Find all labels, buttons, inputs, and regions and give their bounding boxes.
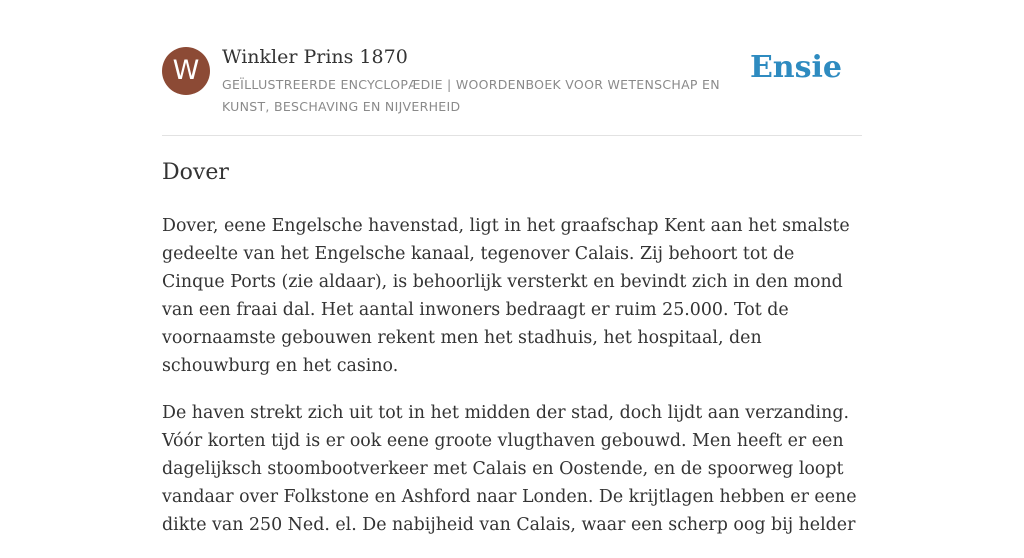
article-paragraph: De haven strekt zich uit tot in het midden der stad, doch lijdt aan verzanding. Vóór korten tijd is er ook eene groote vlugthaven gebouwd. Men heeft er een dagelijksch stoombootverkeer met Calais en Oostende, en de spoorweg loopt vandaar over Folkstone en Ashford naar Londen. De krijtlagen hebben er eene dikte van 250 Ned. el. De nabijheid van Calais, waar een scherp oog bij helder (162, 403, 857, 535)
ensie-logo[interactable]: Ensie (749, 50, 842, 85)
source-header (162, 44, 862, 120)
article-title: Dover (162, 160, 229, 185)
source-avatar[interactable]: W (162, 47, 210, 95)
header-divider (162, 135, 862, 136)
article-paragraph: Dover, eene Engelsche havenstad, ligt in het graafschap Kent aan het smalste gedeelte van het Engelsche kanaal, tegenover Calais. Zij behoort tot de Cinque Ports (zie aldaar), is behoorlijk versterkt en bevindt zich in den mond van een fraai dal. Het aantal inwoners bedraagt er ruim 25.000. Tot de voornaamste gebouwen rekent men het stadhuis, het hospitaal, den schouwburg en het casino. (162, 216, 850, 376)
source-subtitle: GEÏLLUSTREERDE ENCYCLOPÆDIE | WOORDENBOEK VOOR WETENSCHAP EN KUNST, BESCHAVING EN NIJVERHEID (222, 77, 720, 114)
source-title[interactable]: Winkler Prins 1870 (222, 46, 408, 68)
article-body (162, 212, 862, 558)
